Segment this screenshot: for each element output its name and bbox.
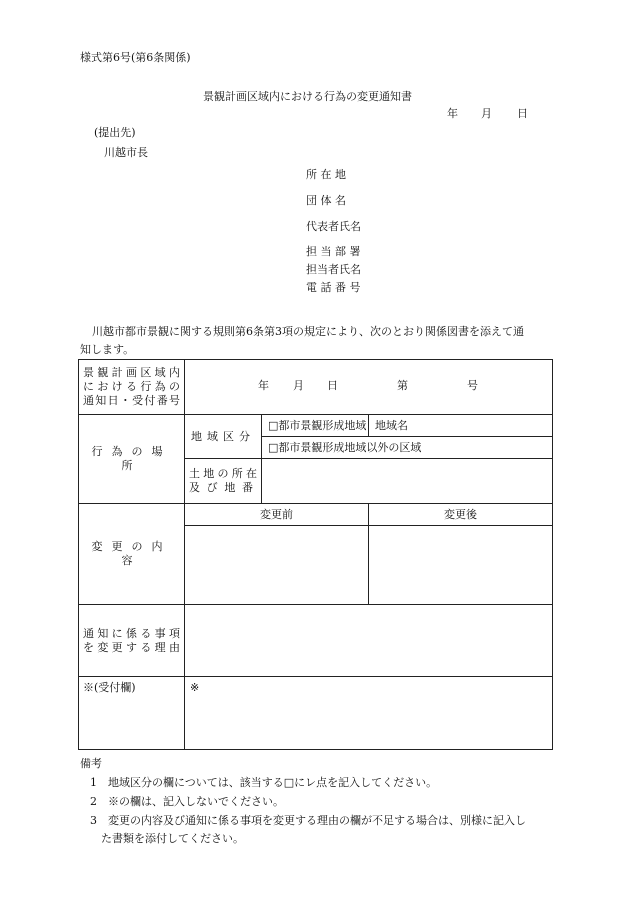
land-address-field[interactable] <box>262 459 553 504</box>
row-notification-date <box>79 360 553 415</box>
date-month: 月 <box>481 107 492 120</box>
reception-mark: ※ <box>190 681 200 694</box>
checkbox-outside-area[interactable]: □都市景観形成地域以外の区域 <box>262 437 553 459</box>
note-1: 1 地域区分の欄については、該当する□にレ点を記入してください。 <box>90 776 438 789</box>
area-name-field[interactable] <box>369 415 553 437</box>
notes-heading: 備考 <box>80 757 102 770</box>
row-reason <box>79 605 553 677</box>
intro-text-line2: 知します。 <box>80 343 135 356</box>
applicant-phone-label: 電 話 番 号 <box>306 281 361 294</box>
row-location-area <box>79 415 553 437</box>
label-area-name: 地域名 <box>375 418 408 432</box>
date-day: 日 <box>517 107 528 120</box>
applicant-org-label: 団 体 名 <box>306 194 346 207</box>
form-number: 様式第6号(第6条関係) <box>80 51 191 64</box>
label-number-prefix: 第 <box>397 379 408 392</box>
document-title: 景観計画区域内における行為の変更通知書 <box>203 90 412 103</box>
label-notification-date: 景観計画区域内 における行為の 通知日・受付番号 <box>79 360 185 415</box>
submit-to-label: (提出先) <box>94 126 136 139</box>
submit-to-name: 川越市長 <box>104 146 148 159</box>
row-reception <box>79 677 553 750</box>
row-change-header <box>79 504 553 526</box>
label-reception: ※(受付欄) <box>79 677 185 750</box>
header-before: 変更前 <box>185 504 369 526</box>
notification-table <box>78 359 553 750</box>
label-land-address: 土地の所在 及び地番 <box>185 459 262 504</box>
note-3-continued: た書類を添付してください。 <box>90 832 244 845</box>
label-location: 行為の場所 <box>79 415 185 504</box>
change-before-field[interactable] <box>185 526 369 605</box>
applicant-rep-label: 代表者氏名 <box>306 220 361 233</box>
date-year: 年 <box>447 107 458 120</box>
reception-field <box>185 677 553 750</box>
intro-text-line1: 川越市都市景観に関する規則第6条第3項の規定により、次のとおり関係図書を添えて通 <box>92 325 524 338</box>
applicant-address-label: 所 在 地 <box>306 168 346 181</box>
label-number-suffix: 号 <box>467 379 478 392</box>
label-year: 年 <box>258 379 269 392</box>
applicant-contact-label: 担当者氏名 <box>306 263 361 276</box>
label-area-class: 地域区分 <box>185 415 262 459</box>
change-after-field[interactable] <box>369 526 553 605</box>
label-change-content: 変更の内容 <box>79 504 185 605</box>
note-2: 2 ※の欄は、記入しないでください。 <box>90 795 284 808</box>
header-after: 変更後 <box>369 504 553 526</box>
note-3: 3 変更の内容及び通知に係る事項を変更する理由の欄が不足する場合は、別様に記入し <box>90 814 526 827</box>
reason-field[interactable] <box>185 605 553 677</box>
label-reason: 通知に係る事項 を変更する理由 <box>79 605 185 677</box>
checkbox-landscape-area[interactable]: □都市景観形成地域 <box>262 415 369 437</box>
label-month: 月 <box>293 379 304 392</box>
applicant-dept-label: 担 当 部 署 <box>306 245 361 258</box>
notification-date-number-field[interactable] <box>185 360 553 415</box>
label-day: 日 <box>327 379 338 392</box>
